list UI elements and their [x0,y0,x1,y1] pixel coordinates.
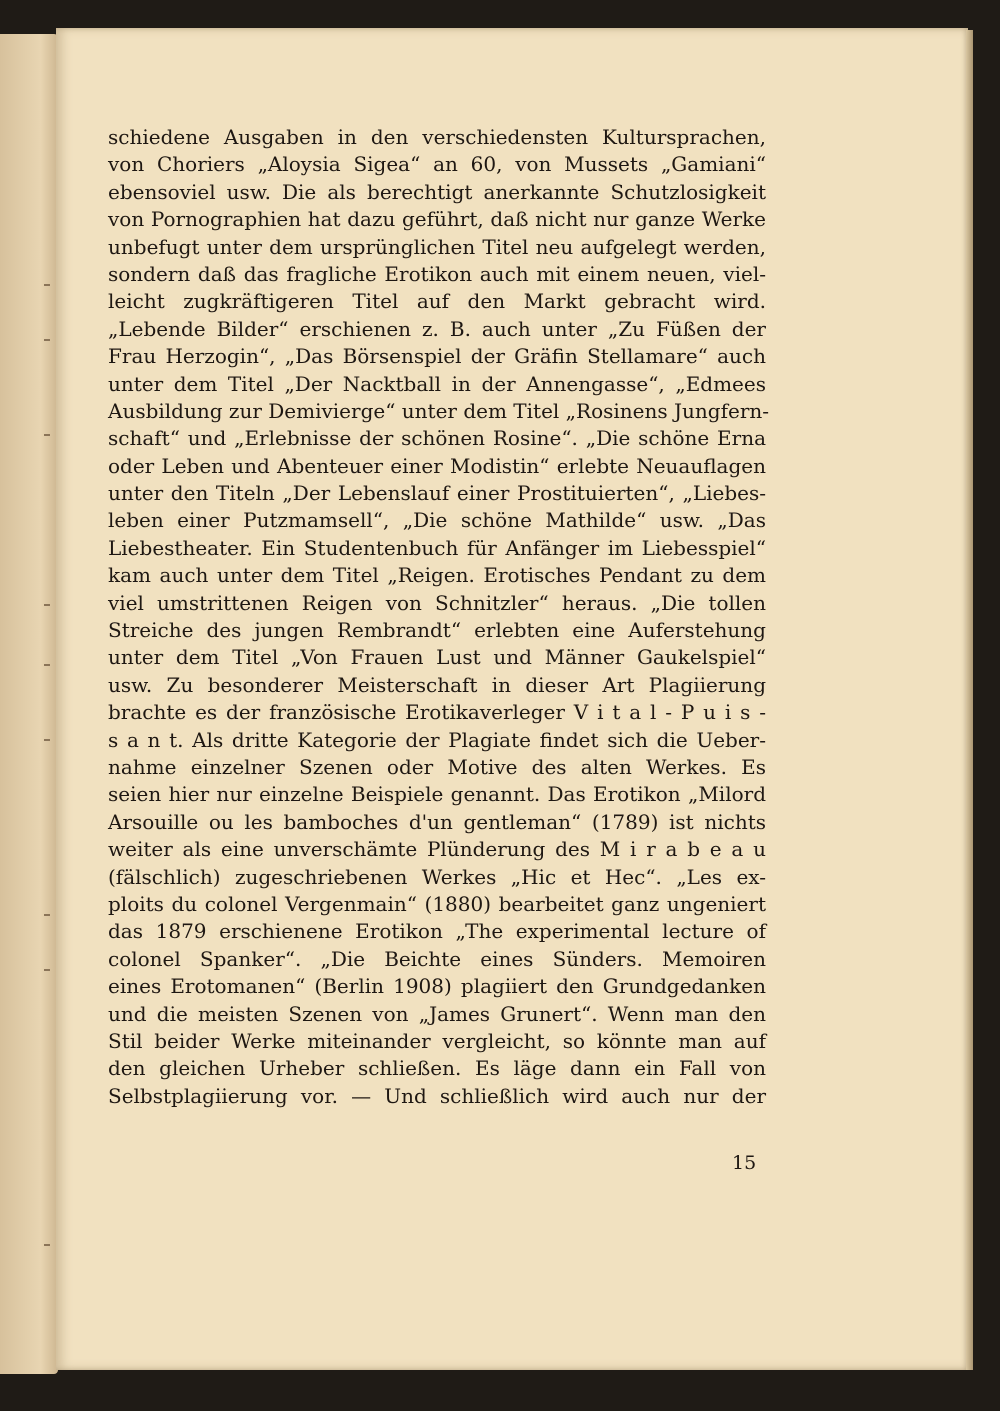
text-line: eines Erotomanen“ (Berlin 1908) plagiiert den Grundgedanken [108,974,766,999]
text-line: unter dem Titel „Von Frauen Lust und Männer Gaukelspiel“ [108,645,766,670]
page-edge [966,30,973,1370]
text-line: ebensoviel usw. Die als berechtigt anerkannte Schutzlosigkeit [108,179,766,204]
text-line: ploits du colonel Vergenmain“ (1880) bearbeitet ganz ungeniert [108,891,766,916]
book-gutter [0,34,58,1374]
text-line: leicht zugkräftigeren Titel auf den Markt gebracht wird. [108,289,766,314]
text-line: „Lebende Bilder“ erschienen z. B. auch unter „Zu Füßen der [108,316,766,341]
text-line: seien hier nur einzelne Beispiele genannt. Das Erotikon „Milord [108,782,766,807]
text-line: unter den Titeln „Der Lebenslauf einer Prostituierten“, „Liebes- [108,481,766,506]
binding-stitch [44,434,50,436]
text-line: Selbstplagiierung vor. — Und schließlich wird auch nur der [108,1083,766,1108]
text-line: Streiche des jungen Rembrandt“ erlebten eine Auferstehung [108,618,766,643]
text-line: colonel Spanker“. „Die Beichte eines Sünders. Memoiren [108,946,766,971]
text-line: Stil beider Werke miteinander vergleicht, so könnte man auf [108,1028,766,1053]
binding-stitch [44,339,50,341]
text-line: (fälschlich) zugeschriebenen Werkes „Hic et Hec“. „Les ex- [108,864,766,889]
text-line: schaft“ und „Erlebnisse der schönen Rosine“. „Die schöne Erna [108,426,766,451]
page-number: 15 [732,1152,757,1174]
binding-stitch [44,664,50,666]
text-line: leben einer Putzmamsell“, „Die schöne Mathilde“ usw. „Das [108,508,766,533]
text-line: unter dem Titel „Der Nacktball in der Annengasse“, „Edmees [108,371,766,396]
text-line: Arsouille ou les bamboches d'un gentleman“ (1789) ist nichts [108,809,766,834]
text-line: und die meisten Szenen von „James Grunert“. Wenn man den [108,1001,766,1026]
text-line: brachte es der französische Erotikaverleger V i t a l - P u i s - [108,700,766,725]
text-line: schiedene Ausgaben in den verschiedensten Kultursprachen, [108,125,766,149]
binding-stitch [44,284,50,286]
binding-stitch [44,914,50,916]
text-line: nahme einzelner Szenen oder Motive des alten Werkes. Es [108,754,766,779]
text-line: Ausbildung zur Demivierge“ unter dem Titel „Rosinens Jungfern- [108,398,770,423]
text-line: sondern daß das fragliche Erotikon auch mit einem neuen, viel- [108,261,766,286]
text-line: kam auch unter dem Titel „Reigen. Erotisches Pendant zu dem [108,563,766,588]
binding-stitch [44,604,50,606]
text-line: das 1879 erschienene Erotikon „The experimental lecture of [108,919,766,944]
text-line: weiter als eine unverschämte Plünderung des M i r a b e a u [108,837,766,862]
text-line: von Pornographien hat dazu geführt, daß nicht nur ganze Werke [108,207,766,232]
text-line: unbefugt unter dem ursprünglichen Titel neu aufgelegt werden, [108,234,766,259]
text-line: Liebestheater. Ein Studentenbuch für Anfänger im Liebesspiel“ [108,535,766,560]
text-line: usw. Zu besonderer Meisterschaft in dieser Art Plagiierung [108,672,766,697]
text-line: s a n t. Als dritte Kategorie der Plagiate findet sich die Ueber- [108,727,766,752]
binding-stitch [44,969,50,971]
text-line: oder Leben und Abenteuer einer Modistin“ erlebte Neuauflagen [108,453,766,478]
text-line: viel umstrittenen Reigen von Schnitzler“ heraus. „Die tollen [108,590,766,615]
binding-stitch [44,739,50,741]
text-line: von Choriers „Aloysia Sigea“ an 60, von Mussets „Gamiani“ [108,152,766,177]
text-line: den gleichen Urheber schließen. Es läge dann ein Fall von [108,1056,766,1081]
body-text [108,124,770,1110]
binding-stitch [44,1244,50,1246]
text-line: Frau Herzogin“, „Das Börsenspiel der Gräfin Stellamare“ auch [108,344,766,369]
